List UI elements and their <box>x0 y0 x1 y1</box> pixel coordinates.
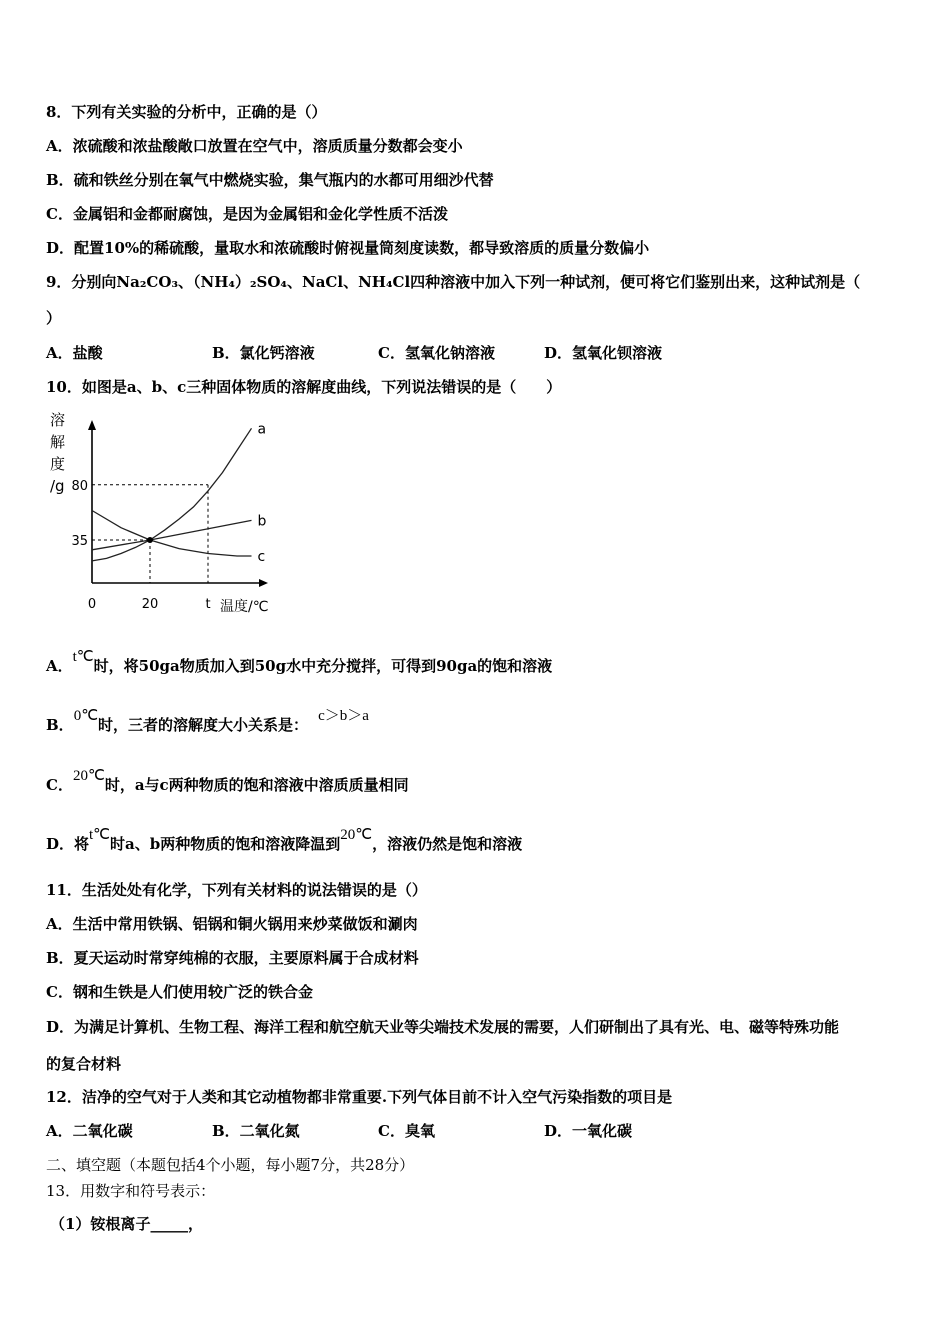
q12-options <box>46 1121 710 1141</box>
q10-d-math2: 20℃ <box>340 827 373 843</box>
q12-option-a: A．二氧化碳 <box>46 1122 133 1140</box>
q11-option-a: A．生活中常用铁锅、铝锅和铜火锅用来炒菜做饭和涮肉 <box>46 915 418 933</box>
q10-d-math: t℃ <box>89 827 111 843</box>
x-axis-arrow <box>259 579 268 587</box>
q10-stem: 10．如图是a、b、c三种固体物质的溶解度曲线，下列说法错误的是（ ） <box>46 378 562 396</box>
q9-stem-cont: ） <box>46 309 62 327</box>
q9-option-c: C．氢氧化钠溶液 <box>378 344 495 362</box>
q12-option-d: D．一氧化碳 <box>544 1122 633 1140</box>
q10-a-label: A． <box>46 657 73 675</box>
q10-d-text: 时a、b两种物质的饱和溶液降温到 <box>110 835 341 853</box>
series-label-c: c <box>257 548 266 565</box>
y-label-char-1: 解 <box>50 433 66 451</box>
q10-c-label: C． <box>46 776 73 794</box>
q9-option-a: A．盐酸 <box>46 344 103 362</box>
y-label-char-0: 溶 <box>50 411 66 429</box>
solubility-chart <box>40 405 300 620</box>
q10-option-d <box>46 827 523 855</box>
q8-option-d: D．配置10%的稀硫酸，量取水和浓硫酸时俯视量筒刻度读数，都导致溶质的质量分数偏小 <box>46 239 650 257</box>
x-tick-t: t <box>205 597 211 612</box>
q8-option-b: B．硫和铁丝分别在氧气中燃烧实验，集气瓶内的水都可用细沙代替 <box>46 171 494 189</box>
y-tick-80: 80 <box>71 478 88 494</box>
q11-option-d-cont: 的复合材料 <box>46 1055 122 1073</box>
y-axis-arrow <box>88 420 96 430</box>
q8-option-a: A．浓硫酸和浓盐酸敞口放置在空气中，溶质质量分数都会变小 <box>46 137 463 155</box>
intersection-dot <box>147 537 153 543</box>
q9-option-b: B．氯化钙溶液 <box>212 344 315 362</box>
q10-b-math: 0℃ <box>73 708 99 724</box>
series-label-b: b <box>257 513 267 530</box>
y-tick-35: 35 <box>71 534 88 550</box>
origin-label: 0 <box>87 597 97 612</box>
x-tick-20: 20 <box>141 597 159 612</box>
q10-option-b <box>46 708 369 736</box>
y-label-char-2: 度 <box>50 455 66 473</box>
curve-c <box>92 511 252 557</box>
q12-option-b: B．二氧化氮 <box>212 1122 300 1140</box>
section-title: 二、填空题（本题包括4个小题，每小题7分，共28分） <box>46 1156 415 1174</box>
q10-a-text: 时，将50ga物质加入到50g水中充分搅拌，可得到90ga的饱和溶液 <box>93 657 553 675</box>
q10-c-text: 时，a与c两种物质的饱和溶液中溶质质量相同 <box>104 776 409 794</box>
y-label-char-3: /g <box>50 477 65 495</box>
q8-option-c: C．金属铝和金都耐腐蚀，是因为金属铝和金化学性质不活泼 <box>46 205 448 223</box>
q10-b-text: 时，三者的溶解度大小关系是： <box>98 716 309 734</box>
curve-a <box>92 428 252 561</box>
q9-stem: 9．分别向Na₂CO₃、（NH₄）₂SO₄、NaCl、NH₄Cl四种溶液中加入下列一种试剂，便可将它们鉴别出来，这种试剂是（ <box>46 273 861 291</box>
q9-option-d: D．氢氧化钡溶液 <box>544 344 663 362</box>
chart-series <box>92 428 252 561</box>
chart-labels <box>50 411 268 615</box>
q10-option-a <box>46 649 553 677</box>
series-label-a: a <box>257 421 267 438</box>
x-axis-label: 温度/℃ <box>220 599 269 615</box>
q11-option-d: D．为满足计算机、生物工程、海洋工程和航空航天业等尖端技术发展的需要，人们研制出了具有光、电、磁等特殊功能 <box>46 1018 840 1036</box>
q10-b-math2: c＞b＞a <box>318 708 369 724</box>
q12-stem: 12．洁净的空气对于人类和其它动植物都非常重要.下列气体目前不计入空气污染指数的项目是 <box>46 1088 673 1106</box>
q10-d-label: D．将 <box>46 835 90 853</box>
chart-guides <box>92 485 208 583</box>
q13-stem: 13．用数字和符号表示： <box>46 1182 216 1200</box>
q11-stem: 11．生活处处有化学，下列有关材料的说法错误的是（） <box>46 881 427 899</box>
q10-a-math: t℃ <box>72 649 94 665</box>
q10-option-c <box>46 768 409 796</box>
q11-option-c: C．钢和生铁是人们使用较广泛的铁合金 <box>46 983 313 1001</box>
q10-d-text2: ，溶液仍然是饱和溶液 <box>372 835 523 853</box>
q10-c-math: 20℃ <box>72 768 105 784</box>
q9-options <box>46 343 710 363</box>
q13-sub1: （1）铵根离子_____， <box>50 1215 203 1233</box>
q11-option-b: B．夏天运动时常穿纯棉的衣服，主要原料属于合成材料 <box>46 949 419 967</box>
q12-option-c: C．臭氧 <box>378 1122 435 1140</box>
q10-b-label: B． <box>46 716 74 734</box>
q8-stem: 8．下列有关实验的分析中，正确的是（） <box>46 103 327 121</box>
